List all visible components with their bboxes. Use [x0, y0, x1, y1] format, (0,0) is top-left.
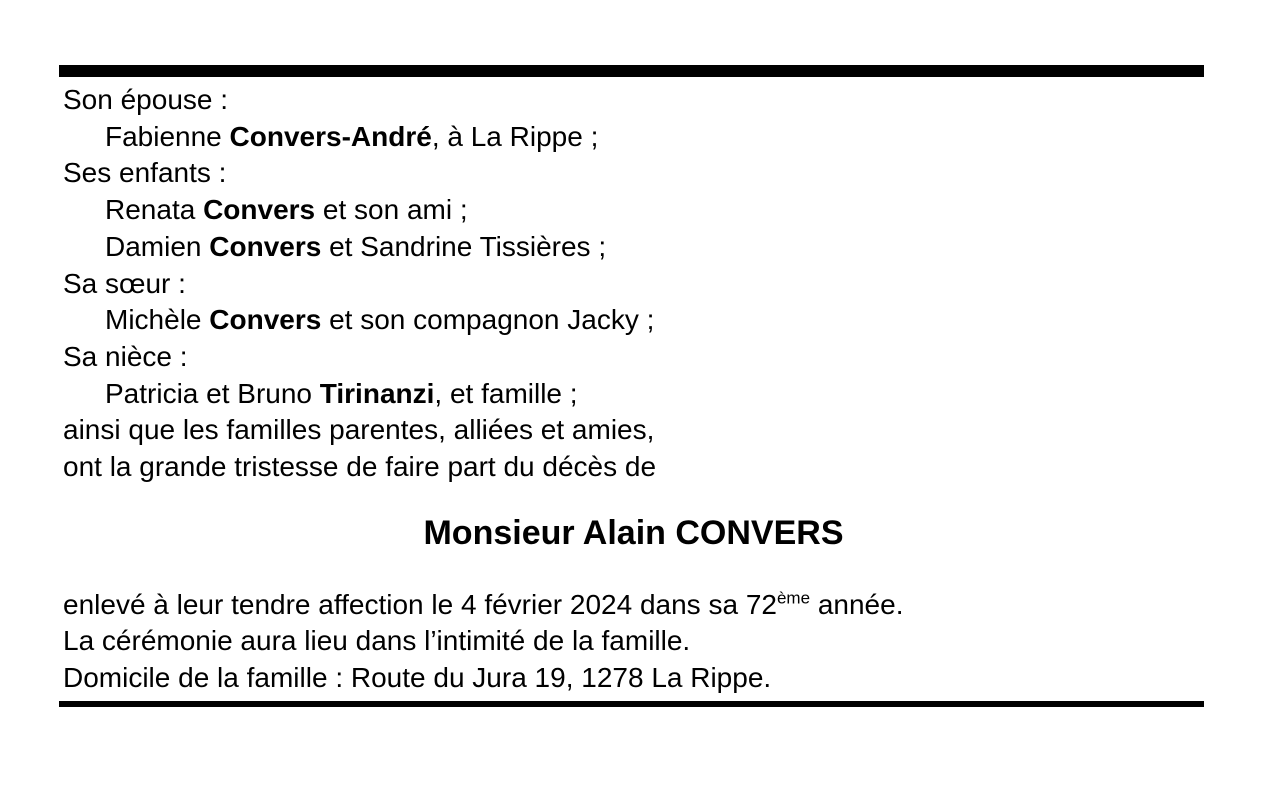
text-segment: Damien [105, 230, 210, 262]
text-line [63, 119, 1204, 156]
text-segment: et son compagnon Jacky ; [321, 304, 655, 336]
text-segment: , et famille ; [434, 377, 578, 409]
family-name-bold: Tirinanzi [319, 377, 435, 409]
text-line [63, 660, 1204, 697]
text-segment: enlevé à leur tendre affection le 4 février 2024 dans sa 72 [63, 588, 777, 620]
text-segment: ont la grande tristesse de faire part du décès de [63, 451, 657, 483]
text-segment: Ses enfants : [63, 157, 227, 189]
text-segment: Patricia et Bruno [105, 377, 320, 409]
text-segment: , à La Rippe ; [431, 120, 599, 152]
death-announcement [59, 65, 1204, 707]
bottom-rule [59, 701, 1204, 707]
text-segment: Michèle [105, 304, 210, 336]
text-segment: et Sandrine Tissières ; [321, 230, 607, 262]
text-line [63, 339, 1204, 376]
closing-section [63, 587, 1204, 697]
text-line [63, 376, 1204, 413]
text-segment: année. [810, 588, 904, 620]
ordinal-superscript: ème [776, 588, 811, 608]
text-line [63, 302, 1204, 339]
text-segment: Sa sœur : [63, 267, 186, 299]
text-line [63, 587, 1204, 624]
text-line [63, 623, 1204, 660]
text-line [63, 229, 1204, 266]
text-line [63, 155, 1204, 192]
family-name-bold: Convers [209, 304, 322, 336]
text-segment: ainsi que les familles parentes, alliées et amies, [63, 414, 655, 446]
text-segment: Son épouse : [63, 84, 229, 115]
text-segment: La cérémonie aura lieu dans l’intimité de la famille. [63, 625, 691, 657]
family-name-bold: Convers-André [229, 120, 432, 152]
family-name-bold: Convers [203, 194, 316, 226]
text-line [63, 82, 1204, 119]
text-line [63, 192, 1204, 229]
text-segment: Domicile de la famille : Route du Jura 19, 1278 La Rippe. [63, 662, 772, 694]
family-name-bold: Convers [209, 230, 322, 262]
text-segment: et son ami ; [315, 194, 468, 226]
text-segment: Fabienne [105, 120, 230, 152]
text-line [63, 412, 1204, 449]
relations-section [63, 82, 1204, 486]
text-segment: Renata [105, 194, 204, 226]
deceased-name: Monsieur Alain CONVERS [423, 513, 844, 552]
text-segment: Sa nièce : [63, 340, 188, 372]
text-line [63, 449, 1204, 486]
top-rule [59, 65, 1204, 77]
announcement-body [59, 77, 1204, 697]
text-line [63, 266, 1204, 303]
